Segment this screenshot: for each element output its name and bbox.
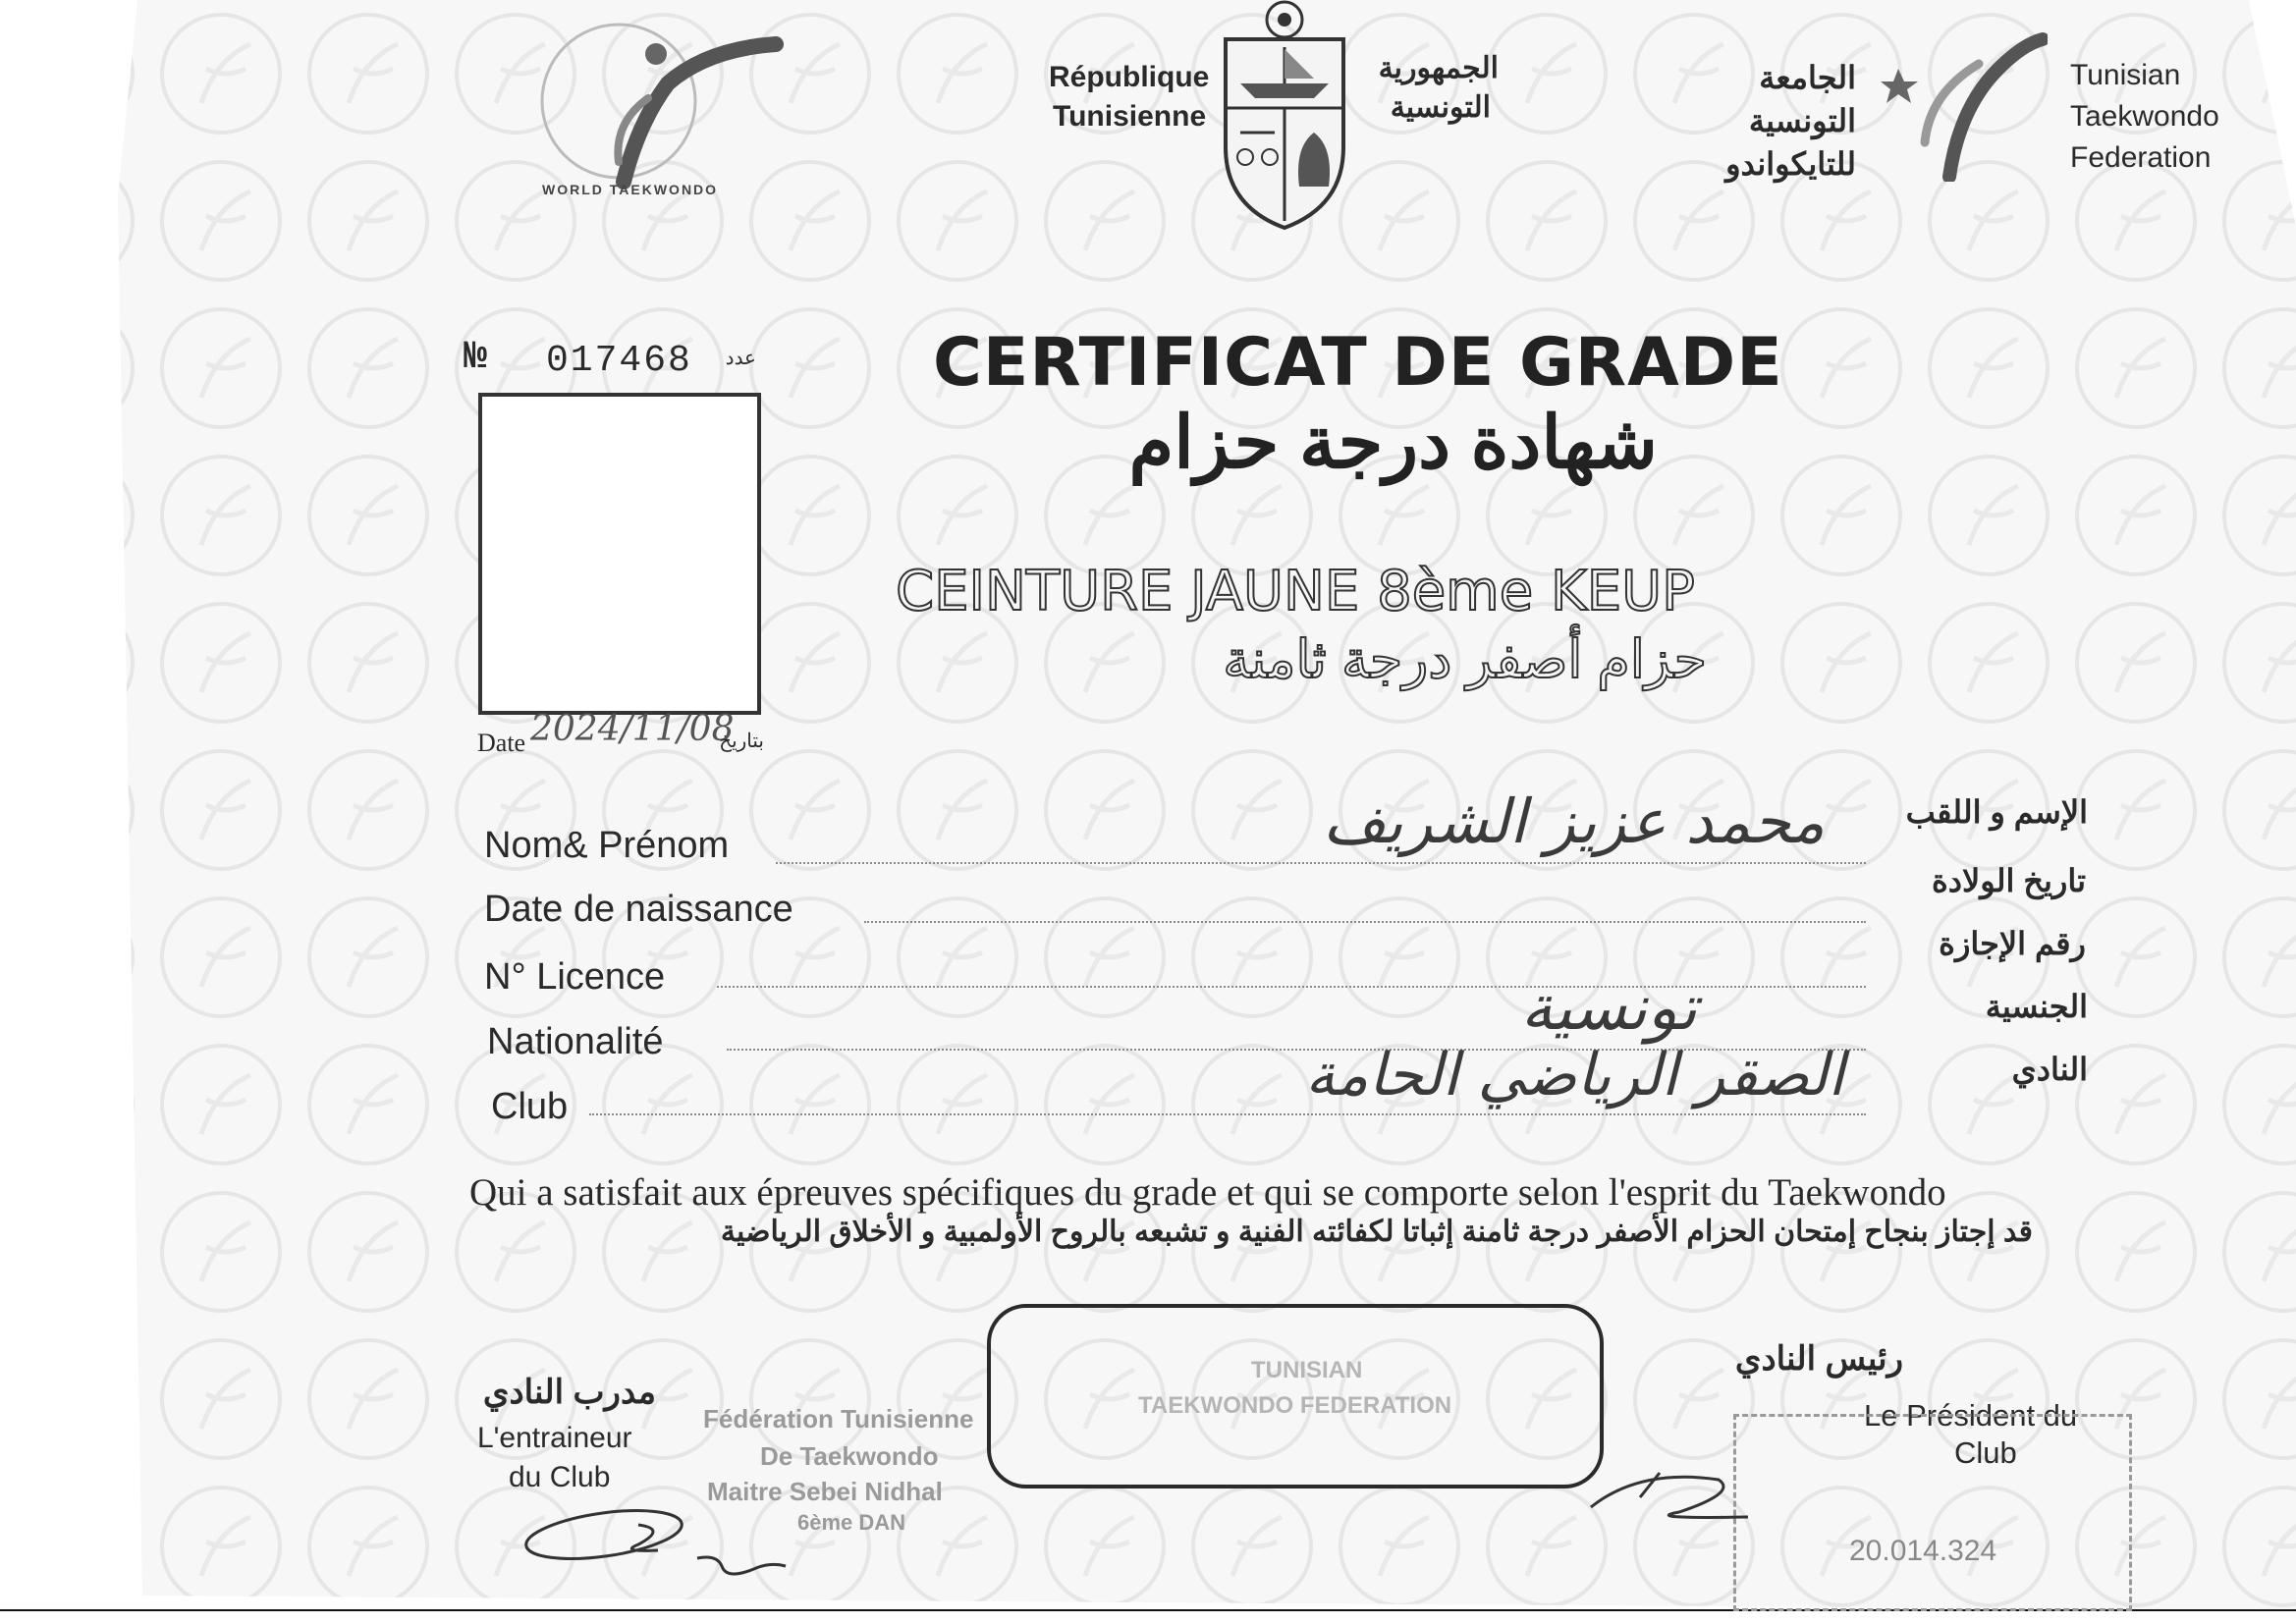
field-label-fr-nationality: Nationalité xyxy=(487,1021,664,1062)
club-stamp xyxy=(1733,1414,2132,1611)
statement-fr: Qui a satisfait aux épreuves spécifiques du grade et qui se comporte selon l'esprit du Taekwondo xyxy=(469,1171,1946,1214)
field-label-ar-nationality: الجنسية xyxy=(1985,989,2088,1024)
photo-box xyxy=(478,393,761,715)
date-value: 2024/11/08 xyxy=(530,709,735,749)
republic-fr-line1: République xyxy=(1049,61,1210,93)
federation-logo-icon xyxy=(1881,15,2048,182)
certificate-number: 017468 xyxy=(546,340,692,382)
field-line-name xyxy=(776,862,1866,864)
center-stamp-line2: TAEKWONDO FEDERATION xyxy=(1138,1392,1452,1419)
club-stamp-date: 20.014.324 xyxy=(1849,1535,1997,1567)
world-taekwondo-logo xyxy=(520,15,786,197)
president-title-fr-line1: Le Président du xyxy=(1864,1398,2078,1433)
president-title-fr-line2: Club xyxy=(1954,1435,2017,1470)
federation-ar-line3: للتايكواندو xyxy=(1725,146,1856,182)
federation-en-line3: Federation xyxy=(2070,141,2212,174)
tunisia-coat-of-arms-icon xyxy=(1216,0,1353,231)
republic-fr-line2: Tunisienne xyxy=(1053,100,1207,133)
president-title-ar: رئيس النادي xyxy=(1734,1340,1903,1378)
stamp-line-4: 6ème DAN xyxy=(797,1510,906,1535)
coach-title-fr-line2: du Club xyxy=(509,1461,611,1493)
republic-ar-line2: التونسية xyxy=(1390,91,1491,124)
field-line-birthdate xyxy=(864,921,1866,923)
grade-fr: CEINTURE JAUNE 8ème KEUP xyxy=(896,560,1695,623)
stamp-line-3: Maitre Sebei Nidhal xyxy=(707,1477,943,1506)
field-line-club xyxy=(589,1113,1866,1115)
certificate-number-label-ar: عدد xyxy=(725,348,756,369)
field-label-fr-birthdate: Date de naissance xyxy=(484,889,793,930)
field-label-ar-club: النادي xyxy=(2011,1052,2088,1087)
date-label-ar: بتاريخ xyxy=(719,731,764,752)
coach-signature xyxy=(520,1497,805,1596)
field-label-ar-birthdate: تاريخ الولادة xyxy=(1932,863,2086,898)
field-value-club: الصقر الرياضي الحامة xyxy=(1305,1041,1844,1110)
coach-title-fr-line1: L'entraineur xyxy=(477,1422,632,1454)
certificate-title-ar: شهادة درجة حزام xyxy=(1128,402,1658,483)
federation-stamp xyxy=(987,1304,1604,1489)
federation-ar-line2: التونسية xyxy=(1748,103,1856,138)
stamp-line-1: Fédération Tunisienne xyxy=(703,1404,974,1434)
certificate-title-fr: CERTIFICAT DE GRADE xyxy=(933,324,1783,402)
federation-ar-line1: الجامعة xyxy=(1759,60,1856,95)
field-label-ar-licence: رقم الإجازة xyxy=(1939,926,2086,961)
field-label-ar-name: الإسم و اللقب xyxy=(1905,794,2088,830)
field-label-fr-club: Club xyxy=(491,1086,569,1127)
president-signature xyxy=(1581,1458,1777,1546)
federation-en-line2: Taekwondo xyxy=(2070,100,2219,133)
republic-ar-line1: الجمهورية xyxy=(1378,52,1499,84)
certificate-number-prefix: № xyxy=(464,336,488,380)
field-value-name: محمد عزيز الشريف xyxy=(1323,785,1825,857)
stamp-line-2: De Taekwondo xyxy=(760,1441,939,1471)
coach-title-ar: مدرب النادي xyxy=(482,1374,656,1411)
field-label-fr-name: Nom& Prénom xyxy=(484,825,730,866)
center-stamp-line1: TUNISIAN xyxy=(1251,1357,1363,1383)
field-label-fr-licence: N° Licence xyxy=(484,956,666,998)
statement-ar: قد إجتاز بنجاح إمتحان الحزام الأصفر درجة ثامنة إثباتا لكفائته الفنية و تشبعه بالروح الأولمبية و الأخلاق الرياضية xyxy=(720,1216,2033,1248)
grade-ar: حزام أصفر درجة ثامنة xyxy=(1223,630,1707,689)
wt-logo-text: WORLD TAEKWONDO xyxy=(542,182,719,197)
date-label-fr: Date xyxy=(477,729,526,757)
federation-en-line1: Tunisian xyxy=(2070,59,2181,91)
field-value-nationality: تونسية xyxy=(1520,972,1697,1045)
